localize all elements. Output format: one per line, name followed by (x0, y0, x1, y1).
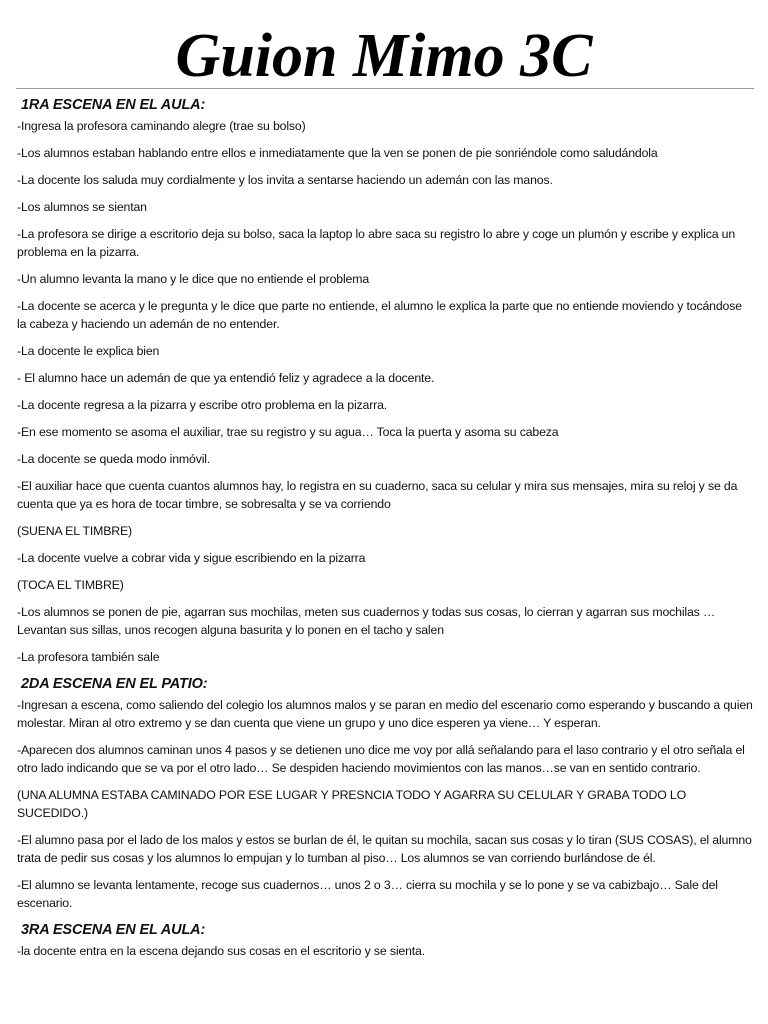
script-line: -El alumno se levanta lentamente, recoge sus cuadernos… unos 2 o 3… cierra su mochila y se lo pone y se va cabizbajo… Sale del escenario. (17, 878, 718, 910)
scene-3 (17, 921, 753, 960)
scene-heading: 3RA ESCENA EN EL AULA: (21, 922, 206, 938)
scene-heading: 2DA ESCENA EN EL PATIO: (21, 676, 208, 692)
script-line: -Los alumnos se sientan (17, 200, 147, 214)
script-line: -En ese momento se asoma el auxiliar, trae su registro y su agua… Toca la puerta y asoma su cabeza (17, 425, 559, 439)
script-line: -La profesora también sale (17, 650, 160, 664)
script-line: -Un alumno levanta la mano y le dice que no entiende el problema (17, 272, 370, 286)
script-line: -La docente se queda modo inmóvil. (17, 452, 211, 466)
script-line: -El auxiliar hace que cuenta cuantos alumnos hay, lo registra en su cuaderno, saca su celular y mira sus mensajes, mira su reloj y se da cuenta que ya es hora de tocar timbre, se sobresalta y se va corriendo (17, 479, 738, 511)
stage-direction: (UNA ALUMNA ESTABA CAMINADO POR ESE LUGAR Y PRESNCIA TODO Y AGARRA SU CELULAR Y GRABA TODO LO SUCEDIDO.) (17, 788, 686, 820)
scene-heading: 1RA ESCENA EN EL AULA: (21, 97, 206, 113)
document-title: Guion Mimo 3C (175, 22, 593, 90)
script-line: -La docente regresa a la pizarra y escribe otro problema en la pizarra. (17, 398, 388, 412)
script-line: -La docente se acerca y le pregunta y le dice que parte no entiende, el alumno le explica la parte que no entiende moviendo y tocándose la cabeza y haciendo un ademán de no entender. (17, 299, 742, 331)
script-line: -La docente le explica bien (17, 344, 160, 358)
script-line: -La docente vuelve a cobrar vida y sigue escribiendo en la pizarra (17, 551, 366, 565)
script-line: -Ingresa la profesora caminando alegre (trae su bolso) (17, 119, 306, 133)
script-line: -La docente los saluda muy cordialmente y los invita a sentarse haciendo un ademán con las manos. (17, 173, 553, 187)
script-line: -Ingresan a escena, como saliendo del colegio los alumnos malos y se paran en medio del escenario como esperando y buscando a quien molestar. Miran al otro extremo y se dan cuenta que viene un grupo y uno dice esperen ya viene… Y esperan. (17, 698, 753, 730)
script-line: -La profesora se dirige a escritorio deja su bolso, saca la laptop lo abre saca su registro lo abre y coge un plumón y escribe y explica un problema en la pizarra. (17, 227, 736, 259)
script-line: -Aparecen dos alumnos caminan unos 4 pasos y se detienen uno dice me voy por allá señalando para el laso contrario y el otro señala el otro lado indicando que se va por el otro lado… Se despiden haciendo movimientos con las manos…se van en sentido contrario. (17, 743, 745, 775)
scene-2 (17, 675, 753, 912)
stage-direction: (TOCA EL TIMBRE) (17, 578, 124, 592)
document-body (17, 96, 753, 969)
script-line: -El alumno pasa por el lado de los malos y estos se burlan de él, le quitan su mochila, sacan sus cosas y lo tiran (SUS COSAS), el alumno trata de pedir sus cosas y los alumnos lo empujan y lo tumban al piso… Los alumnos se van corriendo burlándose de él. (17, 833, 752, 865)
scene-1 (17, 96, 753, 666)
script-line: -Los alumnos estaban hablando entre ellos e inmediatamente que la ven se ponen de pie sonriéndole como saludándola (17, 146, 658, 160)
script-line: -Los alumnos se ponen de pie, agarran sus mochilas, meten sus cuadernos y todas sus cosas, lo cierran y agarran sus mochilas … Levantan sus sillas, unos recogen alguna basurita y lo ponen en el tacho y salen (17, 605, 716, 637)
stage-direction: (SUENA EL TIMBRE) (17, 524, 132, 538)
script-line: - El alumno hace un ademán de que ya entendió feliz y agradece a la docente. (17, 371, 435, 385)
script-line: -la docente entra en la escena dejando sus cosas en el escritorio y se sienta. (17, 944, 426, 958)
